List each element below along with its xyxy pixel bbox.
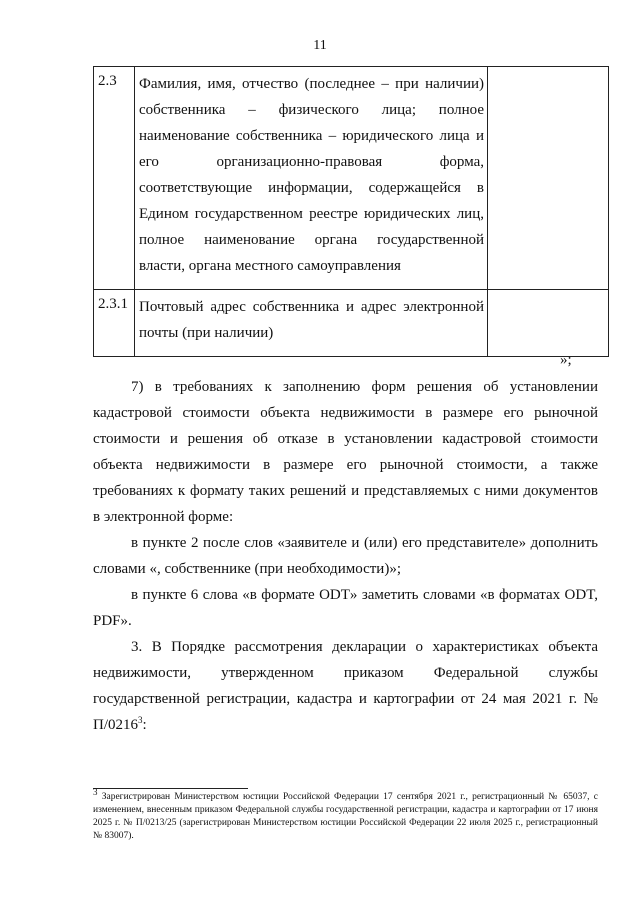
- paragraph-item-7: 7) в требованиях к заполнению форм решения об установлении кадастровой стоимости объекта недвижимости в размере его рыночной стоимости и решения об отказе в установлении кадастровой стоимости объекта недвижимости в размере его рыночной стоимости, а также требованиях к формату таких решений и представляемых с ними документов в электронной форме:: [93, 379, 598, 525]
- paragraph-point-2: в пункте 2 после слов «заявителе и (или) его представителе» дополнить словами «, собственнике (при необходимости)»;: [93, 535, 598, 577]
- paragraph-section-3-end: :: [142, 717, 147, 733]
- row-value: [488, 290, 609, 357]
- paragraph-section-3: [93, 634, 598, 738]
- paragraph-section-3-text: 3. В Порядке рассмотрения декларации о характеристиках объекта недвижимости, утвержденном приказом Федеральной службы государственной регистрации, кадастра и картографии от 24 мая 2021 г. № П/0216: [93, 639, 598, 733]
- footnote-ref-mark: 3: [138, 715, 143, 725]
- paragraph-point-6: в пункте 6 слова «в формате ODT» заметить словами «в форматах ODT, PDF».: [93, 587, 598, 629]
- row-description: Фамилия, имя, отчество (последнее – при наличии) собственника – физического лица; полное наименование собственника – юридического лица и его организационно-правовая форма, соответствующие информации, содержащейся в Едином государственном реестре юридических лиц, полное наименование органа государственной власти, органа местного самоуправления: [135, 67, 488, 290]
- footnote-text: Зарегистрирован Министерством юстиции Российской Федерации 17 сентября 2021 г., регистрационный № 65037, с изменением, внесенным приказом Федеральной службы государственной регистрации, кадастра и картографии от 17 июня 2025 г. № П/0213/25 (зарегистрирован Министерством юстиции Российской Федерации 22 июля 2025 г., регистрационный № 83007).: [93, 792, 598, 841]
- row-value: [488, 67, 609, 290]
- table-row: [94, 67, 609, 290]
- footnote-mark: 3: [93, 786, 98, 797]
- table-closing-quote: »;: [560, 352, 572, 368]
- row-number: 2.3: [94, 67, 135, 290]
- table-row: [94, 290, 609, 357]
- row-number: 2.3.1: [94, 290, 135, 357]
- footnote: [93, 786, 598, 843]
- row-description: Почтовый адрес собственника и адрес электронной почты (при наличии): [135, 290, 488, 357]
- page-number: 11: [313, 38, 327, 53]
- footnote-separator: [93, 788, 248, 789]
- characteristics-table: [93, 66, 609, 357]
